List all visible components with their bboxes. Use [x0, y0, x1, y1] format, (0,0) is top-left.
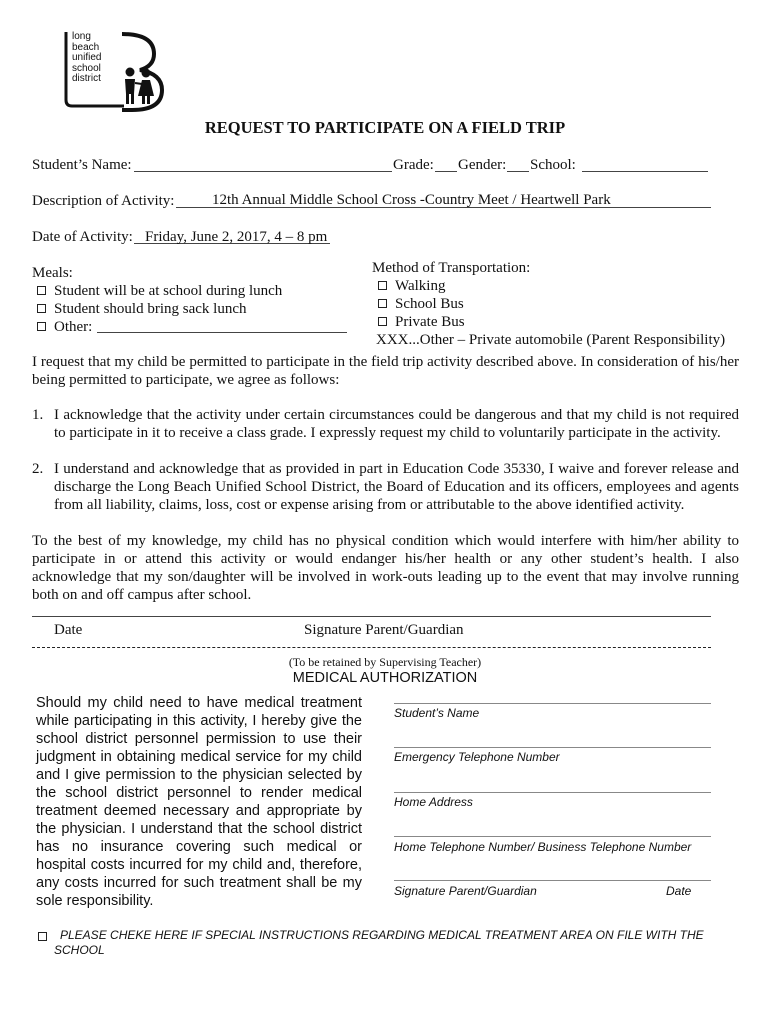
- logo-line: long: [72, 31, 91, 42]
- meal-option[interactable]: [37, 282, 282, 300]
- logo-line: unified: [72, 52, 102, 63]
- item-number: 2.: [32, 461, 44, 477]
- grade-label: Grade:: [393, 157, 434, 173]
- medical-date-field-label: Date: [666, 884, 692, 898]
- medical-field-line[interactable]: [394, 836, 711, 837]
- item-text: I understand and acknowledge that as provided in part in Education Code 35330, I waive and forever release and discharge the Long Beach Unified School District, the Board of Education and its officers, employees and agents from all liability, claims, loss, cost or expense arising from or attributable to the above identified activity.: [54, 461, 739, 513]
- date-label: Date of Activity:: [32, 229, 133, 245]
- home-address-field-label: Home Address: [394, 795, 473, 809]
- meal-other-field[interactable]: [97, 332, 347, 333]
- transport-option[interactable]: [378, 295, 464, 313]
- transport-option-label: Private Bus: [395, 314, 465, 330]
- student-name-label: Student’s Name:: [32, 157, 132, 173]
- transport-option[interactable]: [378, 313, 465, 331]
- school-label: School:: [530, 157, 576, 173]
- meal-option[interactable]: [37, 318, 92, 336]
- cut-line: [32, 647, 711, 648]
- meal-option[interactable]: [37, 300, 246, 318]
- logo-text: [72, 32, 101, 85]
- knowledge-paragraph: To the best of my knowledge, my child has no physical condition which would interfere with him/her ability to participate in or attend this activity or would endanger his/her health or any other student’s health. I also acknowledge that my son/daughter will be involved in work-outs leading up to the event that may involve running both on and off campus after school.: [32, 533, 739, 603]
- grade-field[interactable]: [435, 171, 457, 172]
- checkbox-icon[interactable]: [37, 286, 46, 295]
- checkbox-icon[interactable]: [37, 322, 46, 331]
- gender-field[interactable]: [507, 171, 529, 172]
- signature-date-label: Date: [54, 622, 83, 638]
- medical-field-line[interactable]: [394, 792, 711, 793]
- transport-selected-option: XXX...Other – Private automobile (Parent Responsibility): [376, 332, 726, 348]
- checkbox-icon[interactable]: [378, 299, 387, 308]
- transport-option-label: School Bus: [395, 296, 464, 312]
- transportation-label: Method of Transportation:: [372, 260, 531, 276]
- meal-option-label: Student should bring sack lunch: [54, 301, 247, 317]
- school-field[interactable]: [582, 171, 708, 172]
- logo-line: school: [72, 62, 101, 74]
- description-value: 12th Annual Middle School Cross -Country Meet / Heartwell Park: [212, 192, 611, 208]
- request-paragraph: I request that my child be permitted to participate in the field trip activity described above. In consideration of his/her being permitted to participate, we agree as follows:: [32, 354, 739, 388]
- date-value: Friday, June 2, 2017, 4 – 8 pm: [145, 229, 328, 245]
- checkbox-icon[interactable]: [378, 317, 387, 326]
- logo-line: beach: [72, 41, 100, 53]
- medical-field-line[interactable]: [394, 747, 711, 748]
- medical-paragraph: Should my child need to have medical treatment while participating in this activity, I hereby give the school district personnel permission to use their judgment in obtaining medical service for my child and I give permission to the physician selected by the school district personnel to render medical treatment deemed necessary and appropriate by the physician. I understand that the school district has no insurance covering such medical or hospital costs incurred for my child and, therefore, any costs incurred for such treatment shall be my sole responsibility.: [36, 695, 362, 909]
- special-instructions-checkbox[interactable]: [38, 932, 47, 941]
- district-logo: [62, 30, 172, 115]
- parent-signature-field-label: Signature Parent/Guardian: [394, 884, 537, 898]
- student-name-field-label: Student’s Name: [394, 706, 480, 720]
- medical-field-line[interactable]: [394, 703, 711, 704]
- item-text: I acknowledge that the activity under certain circumstances could be dangerous and that my child is not required to participate in it to receive a class grade. I expressly request my child to voluntarily participate in the activity.: [54, 407, 739, 441]
- item-number: 1.: [32, 407, 44, 423]
- transport-option[interactable]: [378, 277, 445, 295]
- student-name-field[interactable]: [134, 171, 392, 172]
- description-label: Description of Activity:: [32, 193, 175, 209]
- checkbox-icon[interactable]: [37, 304, 46, 313]
- retained-note: (To be retained by Supervising Teacher): [288, 655, 482, 669]
- meal-option-label: Other:: [54, 319, 93, 335]
- emergency-phone-field-label: Emergency Telephone Number: [394, 750, 560, 764]
- phone-numbers-field-label: Home Telephone Number/ Business Telephone Number: [394, 840, 692, 854]
- meals-label: Meals:: [32, 265, 73, 281]
- page-title: REQUEST TO PARTICIPATE ON A FIELD TRIP: [204, 118, 566, 137]
- medical-field-line[interactable]: [394, 880, 711, 881]
- signature-line[interactable]: [32, 616, 711, 617]
- gender-label: Gender:: [458, 157, 507, 173]
- medical-heading: MEDICAL AUTHORIZATION: [292, 670, 478, 686]
- meal-option-label: Student will be at school during lunch: [54, 283, 283, 299]
- transport-option-label: Walking: [395, 278, 446, 294]
- checkbox-icon[interactable]: [378, 281, 387, 290]
- signature-parent-label: Signature Parent/Guardian: [304, 622, 464, 638]
- logo-line: district: [72, 73, 101, 84]
- special-instructions-text: PLEASE CHEKE HERE IF SPECIAL INSTRUCTIONS REGARDING MEDICAL TREATMENT AREA ON FILE WITH THE SCHOOL: [54, 928, 704, 957]
